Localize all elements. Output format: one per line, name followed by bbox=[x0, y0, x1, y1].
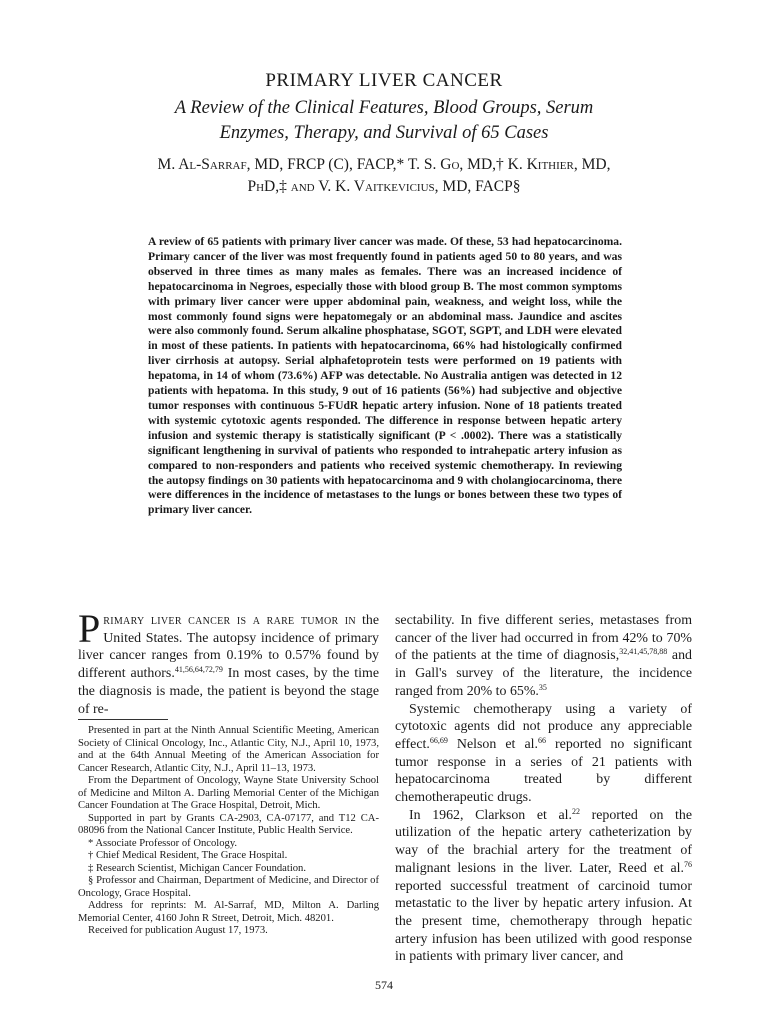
abstract: A review of 65 patients with primary liver cancer was made. Of these, 53 had hepatocarcinoma. Primary cancer of the liver was most frequently found in patients aged 50 to 80 years, and was observed in three times as many males as females. There was an increased incidence of hepatocarcinoma in Negroes, especially those with blood group B. The most common symptoms with primary liver cancer were upper abdominal pain, weakness, and weight loss, while the most commonly found signs were hepatomegaly or an abdominal mass. Jaundice and ascites were also commonly found. Serum alkaline phosphatase, SGOT, SGPT, and LDH were elevated in most of these patients. In patients with hepatocarcinoma, 66% had histologically confirmed liver cirrhosis at autopsy. Serial alphafetoprotein tests were performed on 19 patients with hepatoma, in 14 of whom (73.6%) AFP was detectable. No Australia antigen was detected in 12 patients with hepatoma. In this study, 9 out of 16 patients (56%) had subjective and objective tumor responses with continuous 5-FUdR hepatic artery infusion. None of 18 patients treated with systemic cytotoxic agents responded. The difference in response between hepatic artery infusion and systemic therapy is statistically significant (P < .0002). There was a statistically significant lengthening in survival of patients who responded to intrahepatic artery infusion as compared to non-responders and patients who received systemic chemotherapy. In reviewing the autopsy findings on 30 patients with hepatocarcinoma and 9 with cholangiocarcinoma, there were differences in the incidence of metastases to the lungs or bones between these two types of primary liver cancer. bbox=[148, 235, 622, 517]
citation-ref: 76 bbox=[684, 859, 692, 869]
drop-cap: P bbox=[78, 606, 101, 651]
footnote: § Professor and Chairman, Department of Medicine, and Director of Oncology, Grace Hospital. bbox=[78, 875, 379, 899]
body-column-left bbox=[78, 606, 379, 718]
footnote: * Associate Professor of Oncology. bbox=[88, 837, 238, 849]
footnote-divider bbox=[78, 719, 168, 720]
footnote: From the Department of Oncology, Wayne State University School of Medicine and Milton A. Darling Memorial Center of the Michigan Cancer Foundation at The Grace Hospital, Detroit, Mich. bbox=[78, 775, 379, 811]
footnote: ‡ Research Scientist, Michigan Cancer Foundation. bbox=[88, 862, 307, 874]
body-paragraph: Systemic chemotherapy using a variety of cytotoxic agents did not produce any appreciable effect.$^{66,69}$ Nelson et al.$^{66}$ reported no significant tumor response in a series of 21 patients with hepatocarcinoma treated by different chemotherapeutic drugs. bbox=[395, 701, 692, 806]
intro-paragraph: Primary liver cancer is a rare tumor in the United States. The autopsy incidence of primary liver cancer ranges from 0.19% to 0.57% found by different authors.$^{41,56,64,72,79}$ In most cases, by the time the diagnosis is made, the patient is beyond the stage of re- bbox=[78, 606, 379, 717]
body-column-right bbox=[395, 612, 692, 966]
citation-ref: 35 bbox=[538, 682, 547, 692]
citation-ref: 41,56,64,72,79 bbox=[174, 665, 223, 675]
citation-ref: 66,69 bbox=[429, 735, 448, 745]
footnote: Received for publication August 17, 1973. bbox=[88, 925, 268, 936]
footnote: Presented in part at the Ninth Annual Scientific Meeting, American Society of Clinical Oncology, Inc., Atlantic City, N.J., April 10, 1973, and at the 64th Annual Meeting of the American Association for Cancer Research, Atlantic City, N.J., April 11–13, 1973. bbox=[78, 725, 379, 774]
article-subtitle bbox=[110, 96, 658, 146]
footnote: † Chief Medical Resident, The Grace Hospital. bbox=[88, 850, 288, 861]
footnote: Supported in part by Grants CA-2903, CA-07177, and T12 CA-08096 from the National Cancer Institute, Public Health Service. bbox=[78, 812, 379, 836]
footnotes bbox=[78, 725, 379, 938]
citation-ref: 22 bbox=[571, 806, 580, 816]
footnote: Address for reprints: M. Al-Sarraf, MD, Milton A. Darling Memorial Center, 4160 John R Street, Detroit, Mich. 48201. bbox=[78, 900, 379, 924]
citation-ref: 32,41,45,78,88 bbox=[619, 647, 668, 657]
citation-ref: 66 bbox=[537, 735, 546, 745]
body-paragraph: In 1962, Clarkson et al.$^{22}$ reported on the utilization of the hepatic artery catheterization by way of the brachial artery for the treatment of malignant lesions in the liver. Later, Reed et al.$^{76}$ reported successful treatment of carcinoid tumor metastatic to the liver by hepatic artery infusion. At the present time, chemotherapy through hepatic artery infusion has been utilized with good response in patients with primary liver cancer, and bbox=[395, 806, 692, 965]
subtitle-line-2: Enzymes, Therapy, and Survival of 65 Cases bbox=[219, 123, 549, 143]
subtitle-line-1: A Review of the Clinical Features, Blood Groups, Serum bbox=[174, 98, 594, 118]
author-list: M. Al-Sarraf, MD, FRCP (C), FACP,* T. S. Go, MD,† K. Kithier, MD, PhD,‡ and V. K. Vaitkevicius, MD, FACP§ bbox=[157, 156, 611, 195]
page-number: 574 bbox=[375, 978, 393, 992]
article-title: PRIMARY LIVER CANCER bbox=[265, 70, 503, 91]
body-paragraph: sectability. In five different series, metastases from cancer of the liver had occurred in from 42% to 70% of the patients at the time of diagnosis,$^{32,41,45,78,88}$ and in Gall's survey of the literature, the incidence ranged from 20% to 65%.$^{35}$ bbox=[395, 613, 692, 699]
lead-in-caps: rimary liver cancer is a rare tumor in bbox=[103, 613, 356, 628]
